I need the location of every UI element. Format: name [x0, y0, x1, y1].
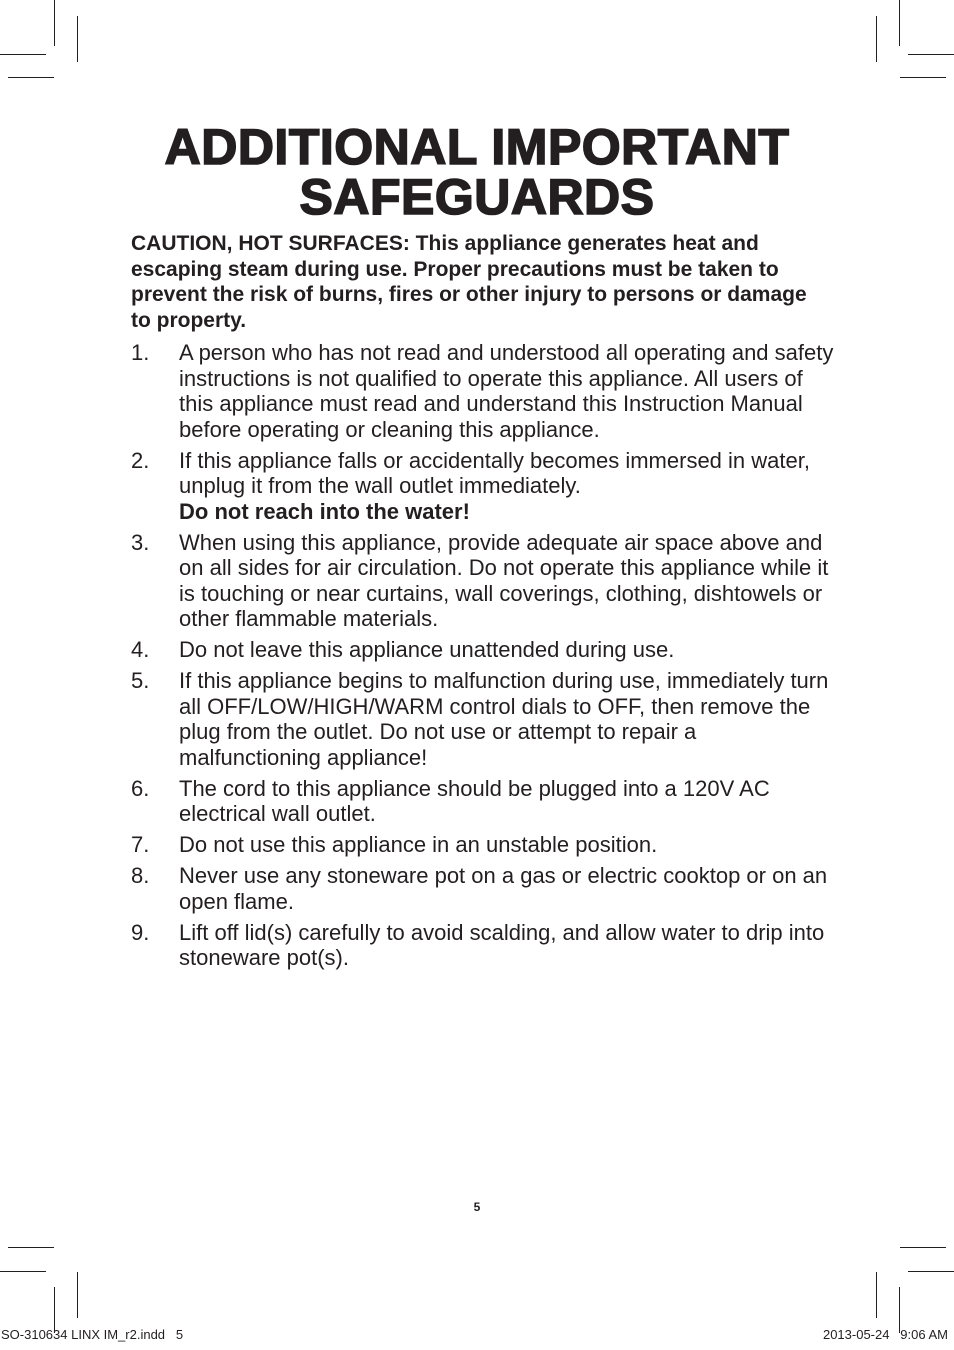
page-number: 5 [473, 1200, 481, 1214]
list-item [131, 530, 836, 632]
list-item-text: A person who has not read and understood all operating and safety instructions is not qualified to operate this appliance. All users of this appliance must read and understand this Instruction Manual before operating or cleaning this appliance. [179, 340, 834, 442]
safeguards-list [131, 340, 836, 976]
crop-mark [77, 16, 78, 62]
page-title-line-2: SAFEGUARDS [299, 169, 655, 225]
list-item [131, 863, 836, 914]
list-item-text: If this appliance falls or accidentally becomes immersed in water, unplug it from the wall outlet immediately. [179, 447, 810, 498]
list-item-text: If this appliance begins to malfunction during use, immediately turn all OFF/LOW/HIGH/WARM control dials to OFF, then remove the plug from the outlet. Do not use or attempt to repair a malfunctioning appliance! [179, 668, 829, 770]
list-item-text: Do not use this appliance in an unstable position. [179, 832, 658, 857]
list-item-number: 9. [131, 919, 150, 945]
list-item-text: When using this appliance, provide adequate air space above and on all sides for air circulation. Do not operate this appliance while it is touching or near curtains, wall coverings, clothing, dishtowels or other flammable materials. [179, 529, 829, 631]
print-slug-timestamp: 2013-05-24 9:06 AM [822, 1327, 948, 1342]
crop-mark [8, 1247, 54, 1248]
list-item [131, 637, 836, 663]
crop-mark [899, 0, 900, 46]
list-item [131, 448, 836, 525]
list-item-text: Lift off lid(s) carefully to avoid scalding, and allow water to drip into stoneware pot(s). [179, 919, 825, 970]
list-item-number: 6. [131, 775, 150, 801]
caution-paragraph: CAUTION, HOT SURFACES: This appliance generates heat and escaping steam during use. Proper precautions must be taken to prevent the risk of burns, fires or other injury to persons or damage to property. [131, 232, 807, 332]
crop-mark [0, 54, 46, 55]
crop-mark [54, 0, 55, 46]
list-item [131, 920, 836, 971]
list-item-number: 7. [131, 832, 150, 857]
crop-mark [900, 1247, 946, 1248]
crop-mark [0, 1271, 46, 1272]
crop-mark [908, 54, 954, 55]
crop-mark [876, 16, 877, 62]
list-item-number: 4. [131, 637, 150, 662]
crop-mark [908, 1271, 954, 1272]
list-item-number: 2. [131, 447, 150, 473]
list-item-text: Do not leave this appliance unattended during use. [179, 637, 675, 662]
list-item [131, 832, 836, 858]
crop-mark [876, 1272, 877, 1318]
list-item [131, 668, 836, 770]
crop-mark [900, 77, 946, 78]
page-title [0, 119, 954, 225]
list-item-number: 3. [131, 529, 150, 555]
list-item-number: 1. [131, 340, 150, 365]
page-title-line-1: ADDITIONAL IMPORTANT [164, 119, 790, 175]
list-item [131, 340, 836, 442]
list-item-text: Never use any stoneware pot on a gas or electric cooktop or on an open flame. [179, 863, 828, 914]
list-item [131, 776, 836, 827]
list-item-number: 8. [131, 863, 150, 888]
list-item-warning: Do not reach into the water! [179, 498, 470, 524]
crop-mark [77, 1272, 78, 1318]
list-item-number: 5. [131, 668, 150, 693]
print-slug-filename: SO-310634 LINX IM_r2.indd 5 [1, 1327, 184, 1342]
list-item-text: The cord to this appliance should be plugged into a 120V AC electrical wall outlet. [179, 775, 770, 826]
crop-mark [8, 77, 54, 78]
